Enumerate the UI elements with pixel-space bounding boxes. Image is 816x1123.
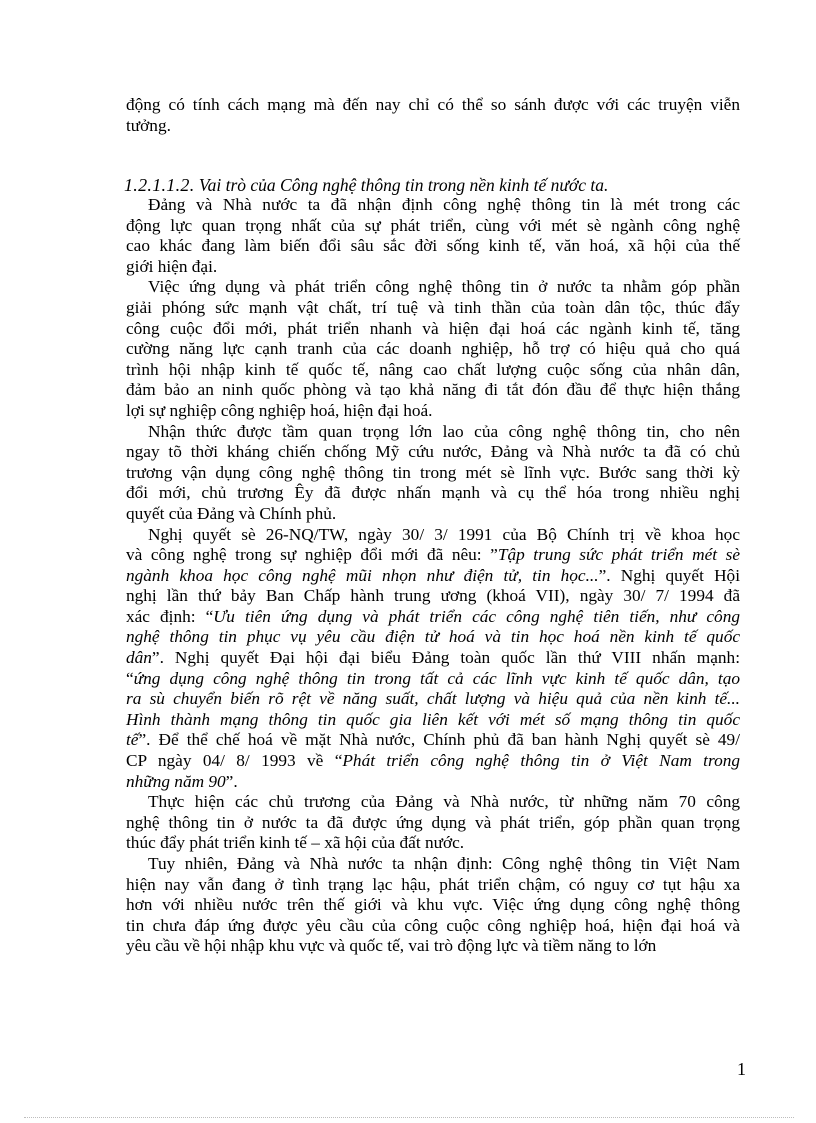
- text-run: hơn với nhiều nước trên thế giới và khu vực. Việc ứng dụng công nghệ thông: [126, 895, 740, 915]
- text-run: ”. Nghị quyết Đại hội đại biểu Đảng toàn quốc lần thứ VIII nhấn mạnh:: [151, 648, 740, 668]
- page-number: 1: [737, 1059, 746, 1079]
- paragraph-line: [126, 566, 740, 587]
- paragraph-line: [126, 669, 740, 690]
- quoted-text: nghệ thông tin phục vụ yêu cầu điện tử hoá và tin học hoá nền kinh tế quốc: [126, 627, 740, 647]
- quoted-text: Tập trung sức phát triển mét sè: [497, 545, 741, 565]
- text-run: thúc đẩy phát triển kinh tế – xã hội của đất nước.: [126, 833, 465, 853]
- paragraph-line: tưởng.: [126, 115, 171, 135]
- paragraph-line: động có tính cách mạng mà đến nay chỉ có thể so sánh được với các truyện viễn: [126, 95, 740, 114]
- paragraph-line: [126, 627, 740, 648]
- text-run: giới hiện đại.: [126, 256, 218, 276]
- paragraph-line: [126, 772, 740, 793]
- paragraph-line: [126, 360, 740, 381]
- paragraph-line: [126, 525, 740, 546]
- paragraph-line: [126, 792, 740, 813]
- text-run: tin chưa đáp ứng được yêu cầu của công cuộc công nghiệp hoá, hiện đại hoá và: [126, 915, 740, 935]
- text-run: và công nghệ trong sự nghiệp đổi mới đã nêu: ”: [126, 545, 498, 565]
- paragraph: [126, 195, 740, 277]
- text-run: ngay tõ thời kháng chiến chống Mỹ cứu nước, Đảng và Nhà nước ta đã có chủ: [126, 442, 740, 462]
- quoted-text: ứng dụng công nghệ thông tin trong tất cả các lĩnh vực kinh tế quốc dân, tạo: [133, 668, 740, 688]
- text-run: cường năng lực cạnh tranh của các doanh nghiệp, hỗ trợ có hiệu quả cho quá: [126, 339, 740, 359]
- paragraph-line: [126, 730, 740, 751]
- quoted-text: Phát triển công nghệ thông tin ở Việt Nam trong: [342, 751, 740, 771]
- paragraph-line: [126, 483, 740, 504]
- paragraph-line: [126, 319, 740, 340]
- text-run: xác định: “: [126, 606, 214, 626]
- paragraph: [126, 525, 740, 793]
- paragraph: [126, 854, 740, 957]
- paragraph-line: [126, 586, 740, 607]
- paragraph-line: [126, 422, 740, 443]
- text-run: Nhận thức được tầm quan trọng lớn lao của công nghệ thông tin, cho nên: [148, 421, 740, 441]
- quoted-text: dân: [126, 648, 152, 668]
- text-run: công cuộc đổi mới, phát triển nhanh và hiện đại hoá các ngành kinh tế, tăng: [126, 318, 740, 338]
- text-run: trình hội nhập kinh tế quốc tế, nâng cao chất lượng cuộc sống của nhân dân,: [126, 359, 740, 379]
- paragraph: [126, 277, 740, 421]
- text-run: quyết của Đảng và Chính phủ.: [126, 503, 337, 523]
- paragraph-line: [126, 916, 740, 937]
- paragraph-line: [126, 751, 740, 772]
- text-run: ”. Để thể chế hoá về mặt Nhà nước, Chính phủ đã ban hành Nghị quyết sè 49/: [138, 730, 740, 750]
- paragraph-line: [126, 833, 740, 854]
- text-run: CP ngày 04/ 8/ 1993 về “: [126, 751, 343, 771]
- page-bottom-border: [24, 1117, 794, 1118]
- paragraph-line: [126, 648, 740, 669]
- paragraph-line: [126, 607, 740, 628]
- paragraph-line: [126, 195, 740, 216]
- section-heading: [124, 175, 608, 196]
- text-run: Việc ứng dụng và phát triển công nghệ thông tin ở nước ta nhằm góp phần: [148, 277, 740, 297]
- paragraph-line: [126, 936, 740, 957]
- text-run: ”.: [225, 771, 238, 791]
- text-run: động lực quan trọng nhất của sự phát triển, cùng với mét sè ngành công nghệ: [126, 215, 740, 235]
- paragraph: [126, 792, 740, 854]
- body-text: [126, 195, 740, 957]
- text-run: ”. Nghị quyết Hội: [598, 565, 740, 585]
- quoted-text: ra sù chuyển biến rõ rệt về năng suất, chất lượng và hiệu quả của nền kinh tế...: [126, 689, 740, 709]
- paragraph-line: [126, 401, 740, 422]
- text-run: hiện nay vẫn đang ở tình trạng lạc hậu, phát triển chậm, có nguy cơ tụt hậu xa: [126, 874, 740, 894]
- paragraph-line: [126, 216, 740, 237]
- paragraph-line: [126, 442, 740, 463]
- text-run: cao khác đang làm biến đổi sâu sắc đời sống kinh tế, văn hoá, xã hội của thế: [126, 236, 740, 256]
- paragraph-line: [126, 689, 740, 710]
- paragraph: [126, 422, 740, 525]
- quoted-text: Ưu tiên ứng dụng và phát triển các công nghệ tiên tiến, như công: [213, 606, 740, 626]
- text-run: “: [126, 668, 134, 688]
- text-run: nghệ thông tin ở nước ta đã được ứng dụng và phát triển, góp phần quan trọng: [126, 812, 740, 832]
- paragraph-line: [126, 710, 740, 731]
- quoted-text: những năm 90: [126, 771, 226, 791]
- text-run: trương vận dụng công nghệ thông tin trong mét sè lĩnh vực. Bước sang thời kỳ: [126, 462, 740, 482]
- paragraph-line: [126, 813, 740, 834]
- quoted-text: ngành khoa học công nghệ mũi nhọn như điện tử, tin học...: [126, 565, 599, 585]
- quoted-text: tế: [126, 730, 139, 750]
- paragraph-line: [126, 854, 740, 875]
- text-run: yêu cầu về hội nhập khu vực và quốc tế, vai trò động lực và tiềm năng to lớn: [126, 936, 657, 956]
- paragraph-line: [126, 895, 740, 916]
- section-title: Vai trò của Công nghệ thông tin trong nền kinh tế nước ta.: [198, 175, 609, 195]
- paragraph-line: [126, 504, 740, 525]
- paragraph-line: [126, 380, 740, 401]
- text-run: đảm bảo an ninh quốc phòng và tạo khả năng đi tắt đón đầu để thực hiện thắng: [126, 380, 740, 400]
- text-run: giải phóng sức mạnh vật chất, trí tuệ và tinh thần của toàn dân tộc, thúc đẩy: [126, 297, 740, 317]
- paragraph-line: [126, 875, 740, 896]
- paragraph-line: [126, 298, 740, 319]
- paragraph-line: [126, 257, 740, 278]
- paragraph-line: [126, 236, 740, 257]
- paragraph-line: [126, 545, 740, 566]
- intro-paragraph: [126, 95, 740, 136]
- text-run: Tuy nhiên, Đảng và Nhà nước ta nhận định: Công nghệ thông tin Việt Nam: [148, 854, 740, 873]
- text-run: Thực hiện các chủ trương của Đảng và Nhà nước, từ những năm 70 công: [148, 792, 740, 812]
- text-run: nghị lần thứ bảy Ban Chấp hành trung ương (khoá VII), ngày 30/ 7/ 1994 đã: [126, 586, 740, 606]
- paragraph-line: [126, 277, 740, 298]
- quoted-text: Hình thành mạng thông tin quốc gia liên kết với mét số mạng thông tin quốc: [126, 709, 740, 729]
- section-number: 1.2.1.1.2.: [124, 175, 195, 195]
- paragraph-line: [126, 339, 740, 360]
- paragraph-line: [126, 463, 740, 484]
- text-run: Đảng và Nhà nước ta đã nhận định công nghệ thông tin là mét trong các: [148, 195, 740, 214]
- text-run: lợi sự nghiệp công nghiệp hoá, hiện đại hoá.: [126, 400, 433, 420]
- text-run: đổi mới, chủ trương Êy đã được nhấn mạnh và cụ thể hóa trong nhiều nghị: [126, 483, 740, 503]
- text-run: Nghị quyết sè 26-NQ/TW, ngày 30/ 3/ 1991 của Bộ Chính trị về khoa học: [148, 524, 740, 544]
